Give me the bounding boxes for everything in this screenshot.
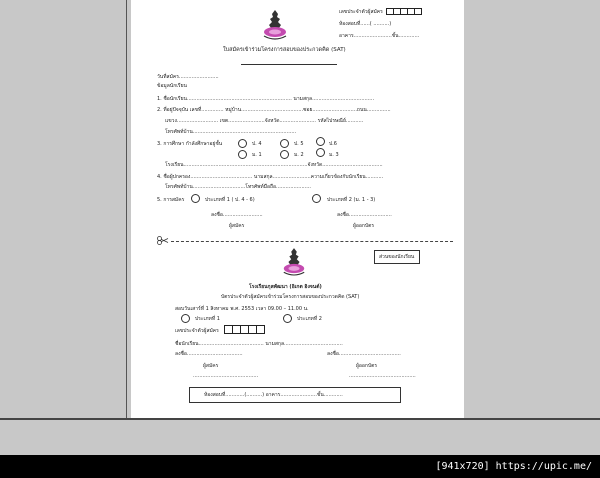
card-type1-label: ประเภทที่ 1 [195, 316, 220, 322]
student-part-box [374, 250, 420, 264]
card-room-box [189, 387, 401, 403]
grade-p6-label: ป.6 [329, 141, 337, 147]
school-emblem-icon-2 [281, 246, 307, 278]
cut-line [171, 241, 453, 242]
sign-right: ลงชื่อ........................... [337, 212, 392, 218]
card-room-text: ห้องสอบที่............(..........) อาคาร.......................ชั้น............ [204, 392, 343, 398]
type1-label: ประเภทที่ 1 ( ป. 4 - 6) [205, 197, 255, 203]
school-emblem-icon [261, 8, 289, 42]
sign-left-role: ผู้สมัคร [229, 223, 245, 229]
card-exam-date: สอบวันเสาร์ที่ 1 สิงหาคม พ.ศ. 2553 เวลา 09.00 – 11.00 น. [175, 306, 309, 312]
date-line: วันที่สมัคร......................... [157, 74, 219, 80]
grade-p4-radio[interactable] [238, 139, 247, 148]
grade-m1-label: ม. 1 [252, 152, 262, 158]
title-underline [241, 64, 337, 65]
student-name-line: 1. ชื่อนักเรียน.................................................................. นามสกุล....................................... [157, 96, 375, 102]
card-sign-left: ลงชื่อ................................... [175, 351, 243, 357]
document-page [131, 0, 464, 418]
card-exam-id-boxes [224, 325, 264, 334]
card-dots-right: .......................................... [349, 373, 416, 379]
grade-m3-radio[interactable] [316, 148, 325, 157]
exam-id-boxes [386, 8, 421, 15]
school-line: โรงเรียน..............................................................................จังหวัด...................................... [165, 162, 383, 168]
card-type2-label: ประเภทที่ 2 [297, 316, 322, 322]
type1-radio[interactable] [191, 194, 200, 203]
card-type2-radio[interactable] [283, 314, 292, 323]
parent-phone-line: โทรศัพท์บ้าน.................................โทรศัพท์มือถือ...................... [165, 184, 312, 190]
bottom-frame-line [0, 418, 600, 420]
grade-p5-label: ป. 5 [294, 141, 304, 147]
grade-m3-label: ม. 3 [329, 152, 339, 158]
section-label: ข้อมูลนักเรียน [157, 83, 187, 89]
student-part-label: ส่วนของนักเรียน [379, 254, 415, 260]
card-title: บัตรประจำตัวผู้สมัครเข้าร่วมโครงการสอบของประกวดคิด (SAT) [221, 294, 360, 300]
grade-p6-radio[interactable] [316, 137, 325, 146]
parent-name-line: 4. ชื่อผู้ปกครอง....................................... นามสกุล........................ความเกี่ยวข้องกับนักเรียน........... [157, 174, 384, 180]
grade-p4-label: ป. 4 [252, 141, 262, 147]
grade-m2-label: ม. 2 [294, 152, 304, 158]
form-title: ใบสมัครเข้าร่วมโครงการสอบของประกวดคิด (SAT) [223, 47, 346, 53]
sign-right-role: ผู้ออกบัตร [353, 223, 375, 229]
grade-m2-radio[interactable] [280, 150, 289, 159]
watermark-text: [941x720] https://upic.me/ [435, 461, 592, 472]
grade-m1-radio[interactable] [238, 150, 247, 159]
card-dots-left: ......................................... [193, 373, 259, 379]
address-line: 2. ที่อยู่ปัจจุบัน เลขที่.............. หมู่บ้าน.......................................ซอย............................ถนน............... [157, 107, 391, 113]
page-edge-line [126, 0, 127, 418]
card-school-name: โรงเรียนกุลพัฒนา (อิเกต อิงจนต์) [249, 284, 322, 290]
exam-id-label: เลขประจำตัวผู้สมัคร [339, 9, 383, 15]
building-label: อาคาร........................ชั้น............. [339, 33, 420, 39]
card-name-line: ชื่อนักเรียน......................................... นามสกุล..................................... [175, 341, 343, 347]
card-sign-right: ลงชื่อ....................................... [327, 351, 401, 357]
home-phone-line: โทรศัพท์บ้าน................................................................. [165, 129, 297, 135]
card-type1-radio[interactable] [181, 314, 190, 323]
card-exam-id-label: เลขประจำตัวผู้สมัคร [175, 328, 219, 334]
room-label: ห้องสอบที่......( ..........) [339, 21, 392, 27]
grade-p5-radio[interactable] [280, 139, 289, 148]
card-role-right: ผู้ออกบัตร [356, 363, 378, 369]
scissors-icon [157, 236, 169, 245]
card-role-left: ผู้สมัคร [203, 363, 219, 369]
sign-left: ลงชื่อ......................... [211, 212, 263, 218]
address-line-2: แขวง.......................... เขต.......................จังหวัด....................... รหัสไปรษณีย์........... [165, 118, 364, 124]
type2-radio[interactable] [312, 194, 321, 203]
education-label: 3. การศึกษา กำลังศึกษาอยู่ชั้น [157, 141, 223, 147]
apply-label: 5. การสมัคร [157, 197, 185, 203]
type2-label: ประเภทที่ 2 (ม. 1 - 3) [327, 197, 376, 203]
